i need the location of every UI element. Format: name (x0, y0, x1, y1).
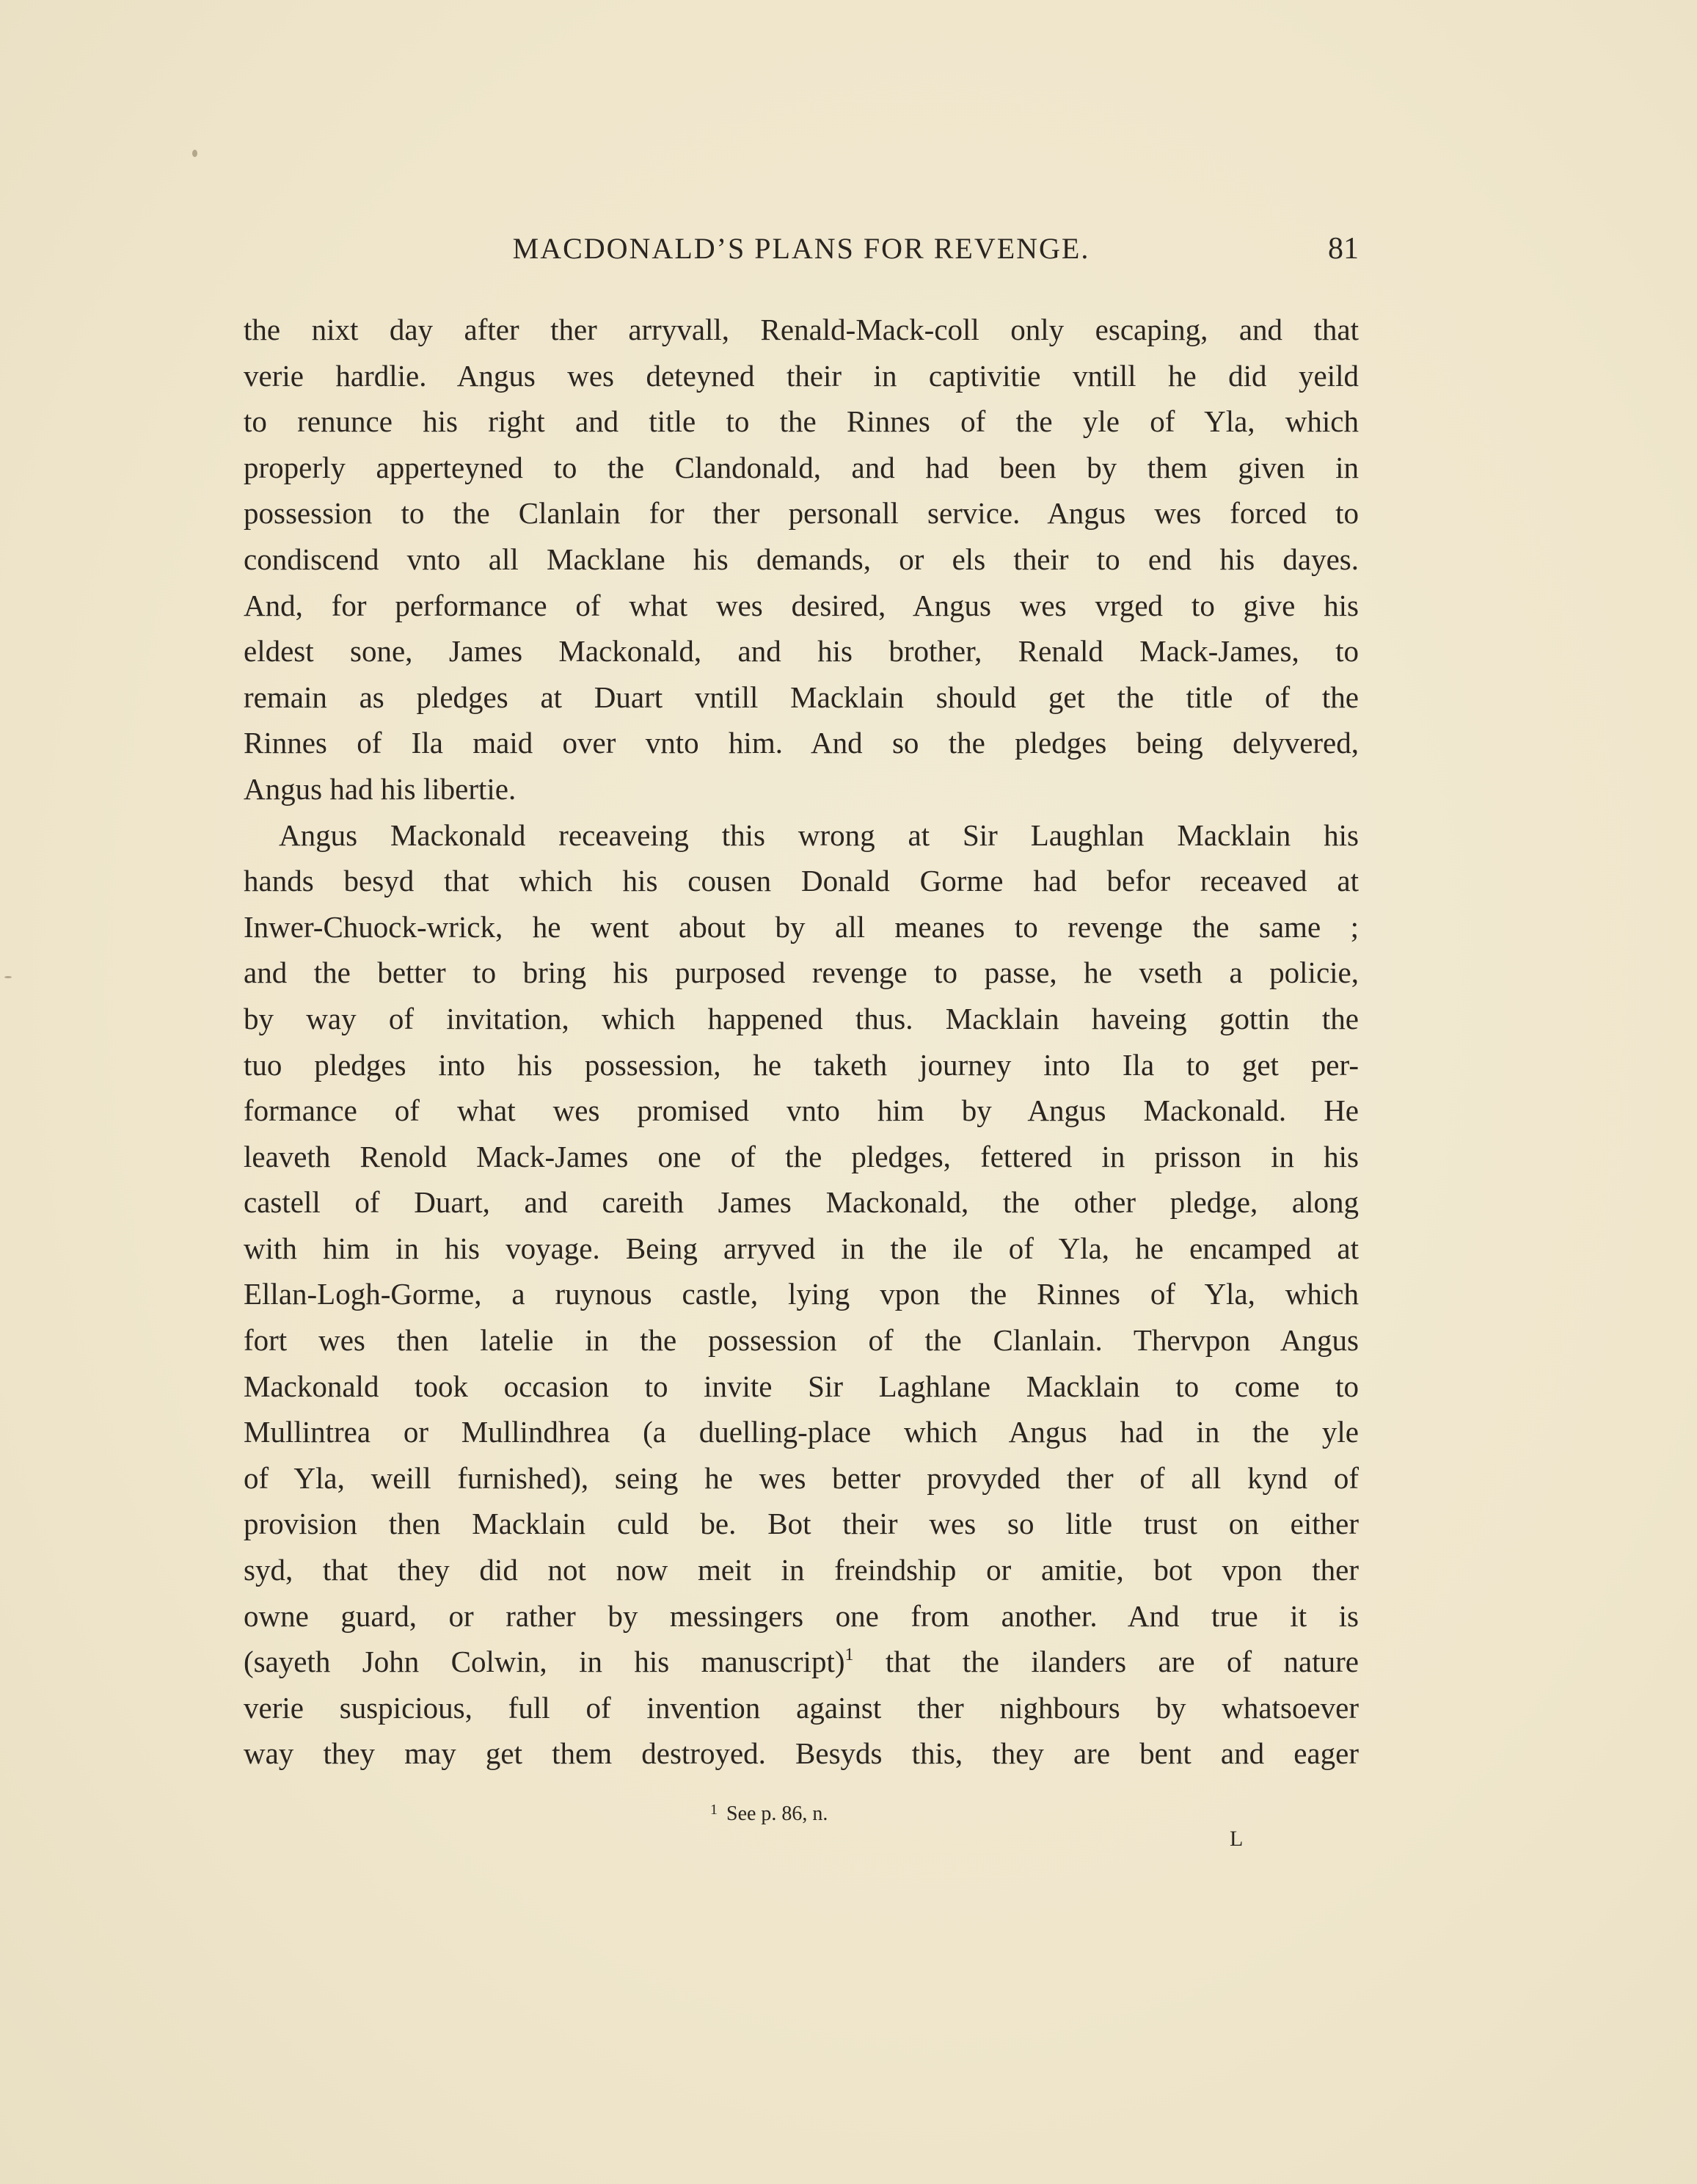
text-line: eldest sone, James Mackonald, and his brother, Renald Mack-James, to (244, 634, 1359, 669)
text-line: condiscend vnto all Macklane his demands, or els their to end his dayes. (244, 542, 1359, 576)
text-line: And, for performance of what wes desired, Angus wes vrged to give his (244, 588, 1359, 622)
text-line: Angus had his libertie. (244, 771, 517, 806)
text-line: with him in his voyage. Being arryved in the ile of Yla, he encamped at (244, 1231, 1359, 1265)
text-line: Ellan-Logh-Gorme, a ruynous castle, lying vpon the Rinnes of Yla, which (244, 1277, 1359, 1311)
text-line: syd, that they did not now meit in freindship or amitie, bot vpon ther (244, 1553, 1359, 1587)
text-line: hands besyd that which his cousen Donald Gorme had befor receaved at (244, 864, 1359, 898)
text-line: way they may get them destroyed. Besyds this, they are bent and eager (244, 1736, 1359, 1771)
text-fragment: (sayeth John Colwin, in his manuscript) (244, 1645, 845, 1679)
chapter-heading: MACDONALD’S PLANS FOR REVENGE. (512, 232, 1090, 265)
text-line: the nixt day after ther arryvall, Renald-Mack-coll only escaping, and that (244, 313, 1359, 346)
text-line: tuo pledges into his possession, he taketh journey into Ila to get per- (244, 1047, 1359, 1082)
text-line: leaveth Renold Mack-James one of the pledges, fettered in prisson in his (244, 1139, 1359, 1173)
text-line: castell of Duart, and careith James Mackonald, the other pledge, along (244, 1185, 1359, 1220)
paper-speck (4, 976, 12, 978)
text-line: owne guard, or rather by messingers one from another. And true it is (244, 1598, 1359, 1633)
footnote-text: See p. 86, n. (726, 1802, 828, 1825)
paper-speck (192, 150, 197, 157)
text-line: provision then Macklain culd be. Bot their wes so litle trust on either (244, 1507, 1359, 1541)
text-line: formance of what wes promised vnto him by Angus Mackonald. He (244, 1093, 1359, 1128)
running-head (244, 229, 1359, 269)
text-line: by way of invitation, which happened thus. Macklain haveing gottin the (244, 1001, 1359, 1035)
text-line: Inwer-Chuock-wrick, he went about by all meanes to revenge the same ; (244, 909, 1359, 944)
footnote (710, 1795, 828, 1829)
text-line: to renunce his right and title to the Rinnes of the yle of Yla, which (244, 404, 1359, 439)
text-line: and the better to bring his purposed revenge to passe, he vseth a policie, (244, 956, 1359, 990)
paragraph-1 (244, 307, 1359, 812)
text-line: of Yla, weill furnished), seing he wes better provyded ther of all kynd of (244, 1460, 1359, 1495)
text-line: Rinnes of Ila maid over vnto him. And so the pledges being delyvered, (244, 726, 1359, 760)
text-line: properly apperteyned to the Clandonald, and had been by them given in (244, 450, 1359, 484)
text-line: Mackonald took occasion to invite Sir Laghlane Macklain to come to (244, 1369, 1359, 1403)
text-line: verie hardlie. Angus wes deteyned their in captivitie vntill he did yeild (244, 358, 1359, 393)
page-number: 81 (1328, 232, 1359, 266)
text-line: remain as pledges at Duart vntill Macklain should get the title of the (244, 680, 1359, 714)
text-line: possession to the Clanlain for ther personall service. Angus wes forced to (244, 496, 1359, 531)
text-line: fort wes then latelie in the possession of the Clanlain. Thervpon Angus (244, 1323, 1359, 1358)
text-fragment: that the ilanders are of nature (853, 1645, 1359, 1679)
text-line: Mullintrea or Mullindhrea (a duelling-place which Angus had in the yle (244, 1415, 1359, 1449)
footnote-reference[interactable]: 1 (844, 1645, 854, 1665)
text-line: Angus Mackonald receaveing this wrong at Sir Laughlan Macklain his (279, 818, 1359, 852)
body-text (244, 307, 1359, 1777)
signature-mark: L (1230, 1827, 1244, 1851)
text-line-with-footnote (244, 1639, 1359, 1685)
footnote-mark: 1 (710, 1802, 718, 1818)
text-line: verie suspicious, full of invention against ther nighbours by whatsoever (244, 1690, 1359, 1725)
paragraph-2 (244, 812, 1359, 1777)
